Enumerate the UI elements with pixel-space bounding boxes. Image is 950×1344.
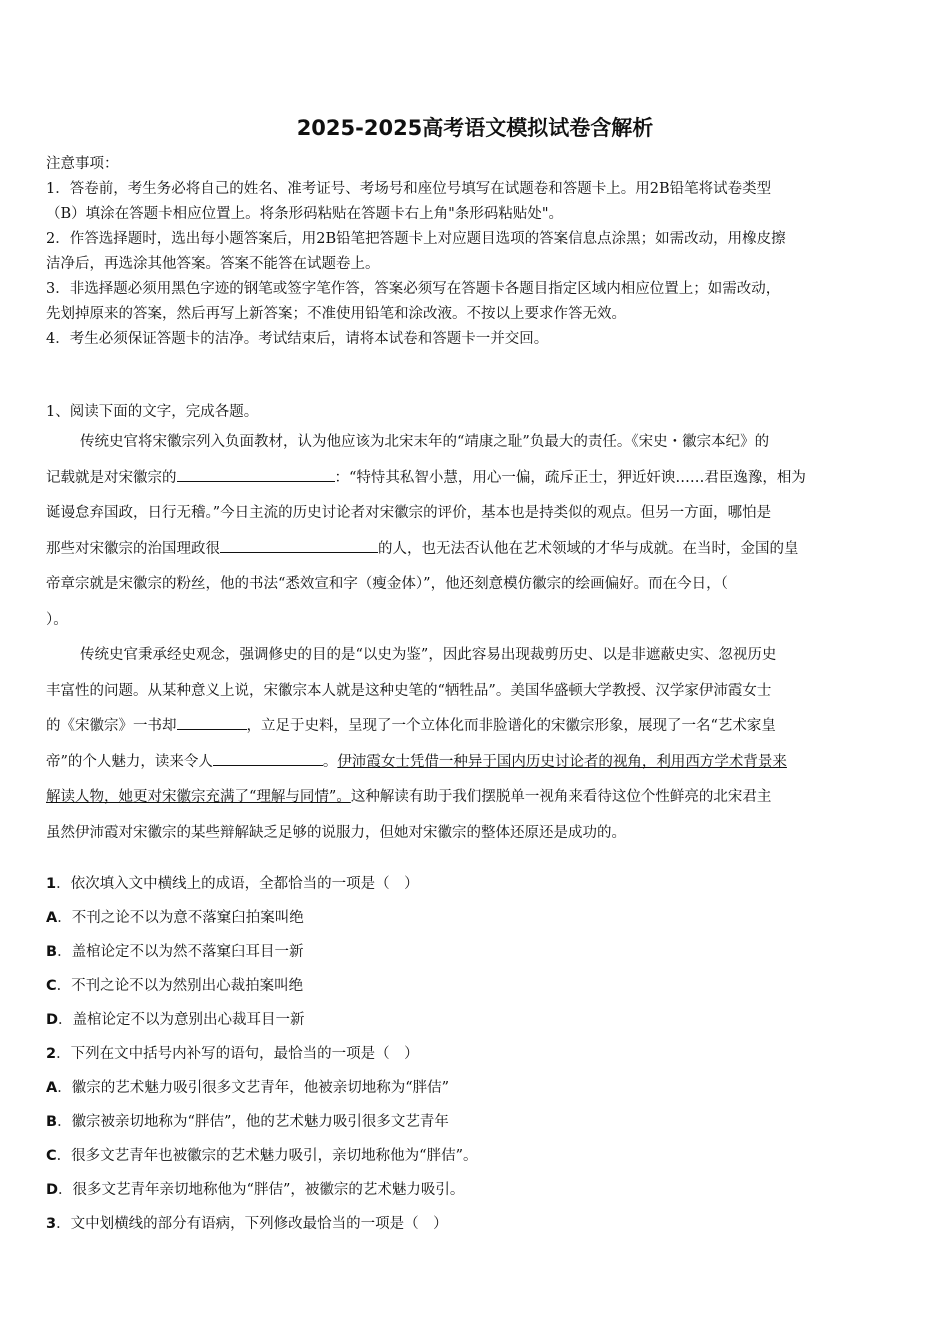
fill-blank (220, 537, 378, 553)
option-item[interactable]: C．不刊之论不以为然别出心裁拍案叫绝 (46, 978, 304, 994)
passage-line (46, 785, 902, 821)
passage-text: 帝”的个人魅力，读来令人 (46, 753, 213, 770)
option-item[interactable]: B．盖棺论定不以为然不落窠臼耳目一新 (46, 944, 304, 960)
notice-section (46, 152, 904, 352)
fill-blank (177, 466, 335, 482)
option-item[interactable]: C．很多文艺青年也被徽宗的艺术魅力吸引，亲切地称他为“胖佶”。 (46, 1148, 478, 1164)
question-stem: 1．依次填入文中横线上的成语，全都恰当的一项是（ ） (46, 876, 419, 892)
passage-line (46, 537, 902, 573)
question-group-heading: 1、阅读下面的文字，完成各题。 (46, 404, 259, 420)
passage-text: 的人，也无法否认他在艺术领域的才华与成就。在当时，金国的皇 (378, 540, 799, 557)
passage-line: 丰富性的问题。从某种意义上说，宋徽宗本人就是这种史笔的“牺牲品”。美国华盛顿大学教授、汉学家伊沛霞女士 (46, 682, 772, 699)
option-text: 很多文艺青年也被徽宗的艺术魅力吸引，亲切地称他为“胖佶”。 (71, 1148, 478, 1164)
notice-line: 1．答卷前，考生务必将自己的姓名、准考证号、考场号和座位号填写在试题卷和答题卡上。用2B铅笔将试卷类型 (46, 181, 772, 197)
passage-text: 那些对宋徽宗的治国理政很 (46, 540, 220, 557)
passage-text: 记载就是对宋徽宗的 (46, 469, 177, 486)
underlined-sentence: 伊沛霞女士凭借一种异于国内历史讨论者的视角，利用西方学术背景来 (337, 753, 787, 770)
option-text: 很多文艺青年亲切地称他为“胖佶”，被徽宗的艺术魅力吸引。 (72, 1182, 465, 1198)
option-text: 不刊之论不以为意不落窠臼拍案叫绝 (71, 910, 304, 926)
option-item[interactable]: B．徽宗被亲切地称为“胖佶”，他的艺术魅力吸引很多文艺青年 (46, 1114, 449, 1130)
passage-line: 帝章宗就是宋徽宗的粉丝，他的书法“悉效宣和字（瘦金体）”，他还刻意模仿徽宗的绘画偏好。而在今日，（ (46, 576, 728, 592)
notice-line: 2．作答选择题时，选出每小题答案后，用2B铅笔把答题卡上对应题目选项的答案信息点涂黑；如需改动，用橡皮擦 (46, 231, 786, 247)
option-text: 徽宗的艺术魅力吸引很多文艺青年，他被亲切地称为“胖佶” (71, 1080, 450, 1096)
option-letter: B (46, 1114, 58, 1130)
question-number: 1 (46, 876, 57, 892)
passage-line (46, 714, 902, 750)
passage-text: ：“特恃其私智小慧，用心一偏，疏斥正士，狎近奸谀……君臣逸豫，相为 (334, 469, 806, 486)
option-letter: D (46, 1012, 59, 1028)
notice-line: 4．考生必须保证答题卡的洁净。考试结束后，请将本试卷和答题卡一并交回。 (46, 331, 549, 347)
question-text: 依次填入文中横线上的成语，全都恰当的一项是（ ） (70, 876, 419, 892)
reading-passage (46, 430, 902, 856)
fill-blank (213, 750, 323, 766)
notice-line: 3．非选择题必须用黑色字迹的钢笔或签字笔作答，答案必须写在答题卡各题目指定区域内相应位置上；如需改动， (46, 281, 781, 297)
passage-text: ，立足于史料，呈现了一个立体化而非脸谱化的宋徽宗形象，展现了一名“艺术家皇 (246, 718, 776, 734)
fill-blank (177, 714, 247, 730)
passage-line: 虽然伊沛霞对宋徽宗的某些辩解缺乏足够的说服力，但她对宋徽宗的整体还原还是成功的。 (46, 824, 626, 841)
passage-line: ）。 (46, 611, 68, 628)
option-letter: D (46, 1182, 59, 1198)
option-letter: C (46, 1148, 57, 1164)
option-text: 徽宗被亲切地称为“胖佶”，他的艺术魅力吸引很多文艺青年 (71, 1114, 449, 1130)
option-item[interactable]: A．徽宗的艺术魅力吸引很多文艺青年，他被亲切地称为“胖佶” (46, 1080, 450, 1096)
option-letter: A (46, 1080, 58, 1096)
option-item[interactable]: D．盖棺论定不以为意别出心裁耳目一新 (46, 1012, 305, 1028)
option-letter: A (46, 910, 58, 926)
question-stem: 3．文中划横线的部分有语病，下列修改最恰当的一项是（ ） (46, 1216, 448, 1232)
option-letter: C (46, 978, 57, 994)
notice-heading: 注意事项： (46, 156, 119, 172)
option-letter: B (46, 944, 58, 960)
passage-line: 诞谩怠弃国政，日行无稽。”今日主流的历史讨论者对宋徽宗的评价，基本也是持类似的观点。但另一方面，哪怕是 (46, 505, 772, 521)
notice-line: （B）填涂在答题卡相应位置上。将条形码粘贴在答题卡右上角"条形码粘贴处"。 (46, 206, 563, 222)
questions-section (46, 872, 902, 1246)
page-title: 2025-2025高考语文模拟试卷含解析 (296, 116, 654, 140)
question-number: 3 (46, 1216, 57, 1232)
option-item[interactable]: D．很多文艺青年亲切地称他为“胖佶”，被徽宗的艺术魅力吸引。 (46, 1182, 465, 1198)
passage-line: 传统史官将宋徽宗列入负面教材，认为他应该为北宋末年的“靖康之耻”负最大的责任。《宋史・徽宗本纪》的 (80, 434, 770, 450)
passage-text: 这种解读有助于我们摆脱单一视角来看待这位个性鲜亮的北宋君主 (350, 789, 772, 805)
underlined-sentence: 解读人物，她更对宋徽宗充满了“理解与同情”。 (46, 789, 351, 805)
notice-line: 洁净后，再选涂其他答案。答案不能答在试题卷上。 (46, 256, 380, 272)
question-text: 下列在文中括号内补写的语句，最恰当的一项是（ ） (70, 1046, 419, 1062)
passage-line: 传统史官秉承经史观念，强调修史的目的是“以史为鉴”，因此容易出现裁剪历史、以是非遮蔽史实、忽视历史 (80, 647, 777, 663)
question-stem: 2．下列在文中括号内补写的语句，最恰当的一项是（ ） (46, 1046, 419, 1062)
notice-line: 先划掉原来的答案，然后再写上新答案；不准使用铅笔和涂改液。不按以上要求作答无效。 (46, 306, 626, 322)
option-item[interactable]: A．不刊之论不以为意不落窠臼拍案叫绝 (46, 910, 304, 926)
passage-line (46, 466, 902, 502)
question-text: 文中划横线的部分有语病，下列修改最恰当的一项是（ ） (70, 1216, 448, 1232)
option-text: 盖棺论定不以为意别出心裁耳目一新 (72, 1012, 305, 1028)
question-number: 2 (46, 1046, 57, 1062)
passage-line (46, 750, 902, 786)
passage-text: 的《宋徽宗》一书却 (46, 718, 177, 734)
option-text: 盖棺论定不以为然不落窠臼耳目一新 (71, 944, 304, 960)
option-text: 不刊之论不以为然别出心裁拍案叫绝 (71, 978, 304, 994)
passage-text: 。 (322, 753, 338, 770)
